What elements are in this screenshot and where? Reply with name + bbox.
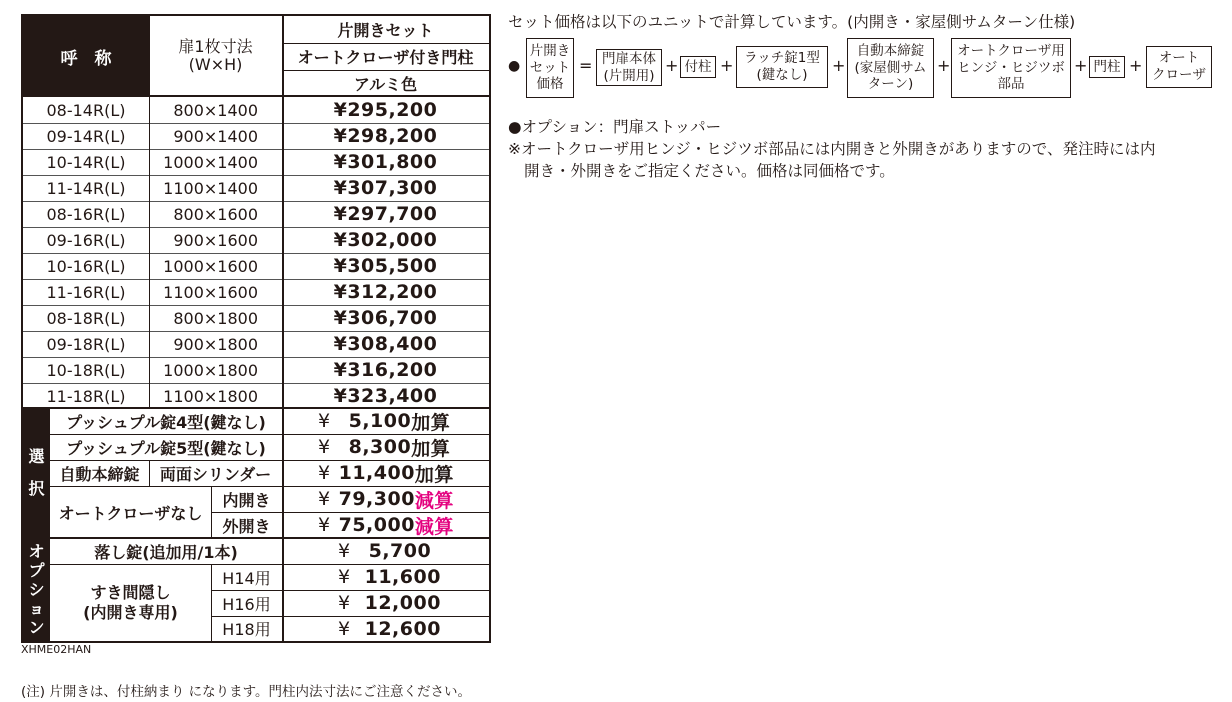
model-price: ¥298,200: [333, 125, 438, 147]
option-label: [23, 538, 50, 641]
plus-sign: +: [665, 56, 679, 75]
set-price-box: 片開き セット 価格: [526, 38, 574, 98]
gapcover-h18-label: H18用: [222, 620, 271, 639]
option-note: ●オプション：門扉ストッパー: [508, 118, 722, 136]
divider: [149, 460, 150, 486]
nocloser-inward-label: 内開き: [222, 490, 271, 510]
divider: [282, 16, 284, 641]
model-size: 900×1800: [173, 334, 258, 354]
pushpull4-price: ¥ 5,100 加算: [318, 410, 451, 434]
footnote: (注) 片開きは、付柱納まり になります。門柱内法寸法にご注意ください。: [21, 684, 472, 700]
header-color: アルミ色: [353, 74, 418, 94]
header-closer: オートクローザ付き門柱: [297, 48, 474, 67]
model-size: 900×1600: [173, 230, 258, 250]
pushpull5-price: ¥ 8,300 加算: [318, 436, 451, 460]
equals-sign: =: [579, 56, 593, 75]
gapcover-h16-label: H16用: [222, 594, 271, 614]
divider: [211, 564, 212, 641]
header-name: 呼 称: [23, 16, 149, 96]
divider: [282, 70, 489, 71]
divider: [50, 460, 489, 461]
autolock-label: 自動本締錠: [59, 464, 140, 484]
divider: [50, 564, 489, 565]
gapcover-h16-price: ¥ 12,000: [338, 592, 441, 614]
option-label-3: シ: [28, 580, 45, 599]
model-name: 11-16R(L): [46, 282, 126, 302]
gate-body-box: 門扉本体 (片開用): [596, 49, 662, 86]
plus-sign: +: [720, 56, 734, 75]
model-name: 08-14R(L): [46, 100, 126, 120]
model-size: 800×1600: [173, 204, 258, 224]
gapcover-h14-label: H14用: [222, 568, 271, 588]
model-price: ¥301,800: [333, 151, 438, 173]
model-size: 1000×1400: [163, 152, 258, 172]
gatepost-box: 門柱: [1089, 56, 1125, 78]
model-price: ¥316,200: [333, 359, 438, 381]
plus-sign: +: [1074, 56, 1088, 75]
divider: [282, 43, 489, 44]
model-price: ¥323,400: [333, 385, 438, 407]
nocloser-outward-label: 外開き: [222, 516, 271, 536]
divider: [211, 512, 489, 513]
model-name: 10-16R(L): [46, 256, 126, 276]
model-size: 800×1400: [173, 100, 258, 120]
nocloser-label: オートクローザなし: [58, 503, 203, 523]
gapcover-label-2: (内開き専用): [83, 602, 178, 622]
model-name: 11-18R(L): [46, 386, 126, 406]
divider: [23, 537, 489, 539]
price-formula: [508, 38, 1228, 100]
model-size: 1100×1600: [163, 282, 258, 302]
divider: [211, 590, 489, 591]
model-size: 1000×1600: [163, 256, 258, 276]
nocloser-inward-price: ¥ 79,300 減算: [282, 486, 489, 512]
price-table: [21, 14, 491, 643]
intro-text: セット価格は以下のユニットで計算しています。(内開き・家屋側サムターン仕様): [508, 13, 1076, 31]
option-label-5: ン: [28, 618, 45, 637]
gapcover-h14-price: ¥ 11,600: [338, 566, 441, 588]
model-name: 09-18R(L): [46, 334, 126, 354]
divider: [23, 407, 489, 409]
gapcover-h18-price: ¥ 12,600: [338, 617, 441, 640]
plus-sign: +: [1129, 56, 1143, 75]
droplock-label: 落し錠(追加用/1本): [94, 542, 238, 562]
model-price: ¥305,500: [333, 255, 438, 277]
model-name: 10-18R(L): [46, 360, 126, 380]
plus-sign: +: [832, 56, 846, 75]
autolock-sub: 両面シリンダー: [159, 464, 272, 484]
model-price: ¥302,000: [333, 229, 438, 251]
post-box: 付柱: [680, 56, 716, 78]
notes: [508, 116, 1223, 182]
divider: [149, 16, 150, 408]
gapcover-label-1: すき間隠し: [90, 582, 171, 602]
divider: [23, 95, 489, 97]
divider: [211, 616, 489, 617]
model-size: 1000×1800: [163, 360, 258, 380]
nocloser-outward-price: ¥ 75,000 減算: [282, 512, 489, 538]
hinge-box: オートクローザ用 ヒンジ・ヒジツボ 部品: [951, 38, 1071, 98]
droplock-price: ¥ 5,700: [338, 540, 432, 562]
latch-box: ラッチ錠1型 (鍵なし): [736, 46, 828, 88]
pushpull5-label: プッシュプル錠5型(鍵なし): [66, 438, 266, 458]
model-price: ¥312,200: [333, 281, 438, 303]
divider: [50, 486, 489, 487]
bullet-icon: ●: [508, 58, 521, 74]
model-size: 1100×1800: [163, 386, 258, 406]
model-name: 10-14R(L): [46, 152, 126, 172]
model-price: ¥308,400: [333, 333, 438, 355]
model-size: 800×1800: [173, 308, 258, 328]
model-price: ¥306,700: [333, 307, 438, 329]
product-code: XHME02HAN: [21, 643, 92, 656]
plus-sign: +: [937, 56, 951, 75]
option-label-4: ョ: [28, 599, 45, 618]
model-name: 08-16R(L): [46, 204, 126, 224]
model-size: 1100×1400: [163, 178, 258, 198]
model-price: ¥297,700: [333, 203, 438, 225]
model-name: 09-16R(L): [46, 230, 126, 250]
model-name: 11-14R(L): [46, 178, 126, 198]
pushpull4-label: プッシュプル錠4型(鍵なし): [66, 412, 266, 432]
model-name: 08-18R(L): [46, 308, 126, 328]
closer-box: オート クローザ: [1146, 46, 1212, 88]
caution-line-1: ※オートクローザ用ヒンジ・ヒジツボ部品には内開きと外開きがありますので、発注時には内: [508, 140, 1156, 158]
header-size-line1: 扉1枚寸法: [178, 37, 253, 56]
header-size: [149, 16, 282, 96]
subtract-mark: 減算: [414, 515, 454, 538]
caution-line-2: 開き・外開きをご指定ください。価格は同価格です。: [524, 162, 895, 180]
select-label-2: 択: [28, 479, 45, 498]
option-label-2: プ: [28, 561, 45, 580]
autolock-price: ¥ 11,400 加算: [318, 462, 454, 486]
select-label: [23, 408, 50, 538]
model-price: ¥295,200: [333, 99, 438, 121]
divider: [50, 434, 489, 435]
option-label-1: オ: [28, 542, 45, 561]
header-set: 片開きセット: [337, 21, 434, 40]
gapcover-label: [50, 564, 211, 641]
select-label-1: 選: [28, 447, 45, 466]
header-size-line2: (W×H): [188, 55, 243, 74]
model-name: 09-14R(L): [46, 126, 126, 146]
model-size: 900×1400: [173, 126, 258, 146]
autolock-box: 自動本締錠 (家屋側サム ターン): [847, 38, 934, 98]
model-price: ¥307,300: [333, 177, 438, 199]
subtract-mark: 減算: [414, 489, 454, 512]
